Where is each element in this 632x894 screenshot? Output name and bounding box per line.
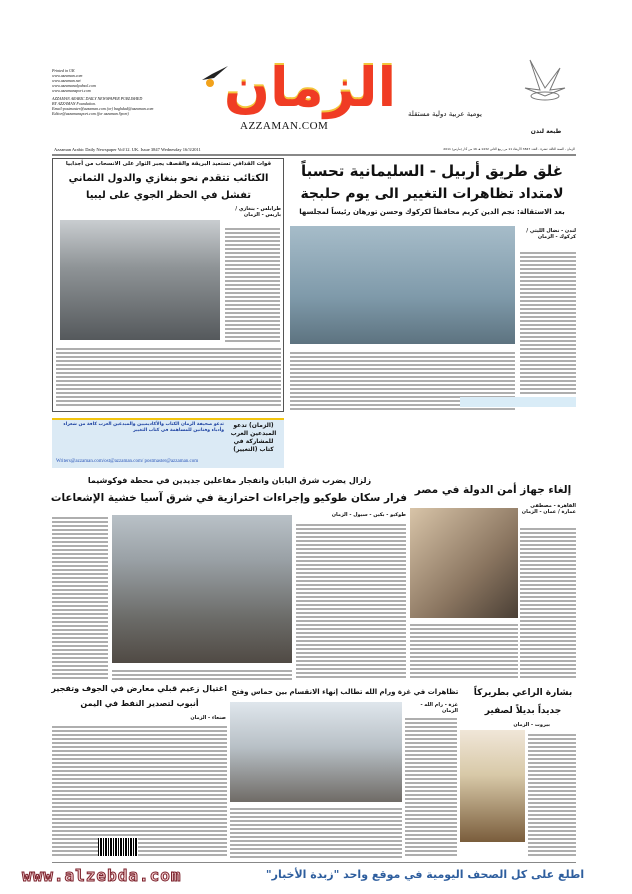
libya-headline-1: الكتائب تتقدم نحو بنغازي والدول الثماني (68, 173, 269, 184)
japan-kicker: زلزال يضرب شرق اليابان وانفجار مفاعلين جديدين في محطة فوكوشيما (87, 476, 372, 485)
iraq-headline-1: غلق طريق أربيل - السليمانية تحسباً (300, 162, 564, 180)
edition-label: طبعة لندن (530, 128, 562, 135)
libya-kicker: قوات القذافي تستعيد البريقة والقصف يجبر الثوار على الانسحاب من أجدابيا (65, 161, 272, 167)
info-line: www.azzamanalyabsol.com (52, 83, 96, 88)
info-line: BY AZZAMAN Foundation. (52, 101, 97, 106)
article-text (52, 515, 108, 680)
divider (52, 154, 576, 156)
dateline-arabic: الزمان - السنة الثالثة عشرة - العدد 3847 الأربعاء 11 من ربيع الثاني 1432 هـ 16 من آذار (مارس) 2011 (443, 147, 575, 151)
article-text (520, 250, 576, 395)
logo-english: AZZAMAN.COM (240, 120, 329, 132)
logo-arabic: الزمان (223, 56, 397, 119)
yemen-headline-2: أنبوب لتصدير النفط في اليمن (80, 699, 199, 708)
libya-photo (60, 220, 220, 340)
footer-url[interactable]: www.alzebda.com (22, 866, 182, 885)
publisher-info (52, 68, 182, 116)
eagle-emblem-icon (520, 58, 570, 108)
article-text (520, 526, 576, 680)
article-text (52, 724, 227, 858)
promo-body: تدعو صحيفة الزمان الكتاب والأكاديميين والمبدعين العرب كافة من شعراء وأدباء وفنانين للمساهمة في كتاب التغيير (63, 422, 224, 433)
iraq-headline-2: لامتداد تظاهرات التغيير الى يوم حلبجة (300, 186, 564, 202)
egypt-byline: القاهرة - مصطفى عمارة / عمان - الزمان (521, 503, 576, 515)
egypt-photo (410, 508, 518, 618)
tsunami-photo (112, 515, 292, 663)
divider (52, 862, 576, 863)
libya-headline-2: تفشل في الحظر الجوي على ليبيا (85, 190, 252, 201)
lebanon-headline-2: جديداً بديلاً لصفير (484, 706, 562, 716)
iraq-subhead: بعد الاستقالة: نجم الدين كريم محافظاً لكركوك وحسن تورهان رئيساً لمجلسها (299, 208, 565, 216)
article-text (56, 346, 281, 408)
info-line: www.azzamansport.com (52, 88, 91, 93)
dateline-english: Azzaman Arabic Daily Newspaper Vol/12. UK. Issue 3847 Wednesday 16/3/2011 (54, 147, 201, 152)
barcode (98, 838, 138, 856)
japan-byline: طوكيو - بكين - سيول - الزمان (296, 512, 406, 518)
footer-slogan: اطلع على كل الصحف اليومية في موقع واحد "زبدة الأخبار" (265, 868, 585, 881)
article-text (296, 522, 406, 680)
info-line: www.azzaman.net (52, 78, 81, 83)
lebanon-headline-1: بشارة الراعي بطريركاً (473, 688, 573, 698)
iraq-byline: لندن - نضال الليثي / كركوك - الزمان (520, 228, 576, 240)
article-text (405, 716, 457, 858)
tagline: يومية عربية دولية مستقلة (408, 110, 482, 118)
gaza-byline: غزة - رام الله - الزمان (405, 702, 458, 714)
article-text (528, 732, 576, 857)
gaza-headline: تظاهرات في غزة ورام الله تطالب إنهاء الانقسام بين حماس وفتح (231, 688, 459, 696)
info-line: Editor@azzamansport.com (for azzaman Sport) (52, 111, 129, 116)
info-line: Email:postmaster@azzaman.com (or) baghdad@azzaman.com (52, 106, 154, 111)
patriarch-photo (460, 730, 525, 842)
japan-headline: فرار سكان طوكيو وإجراءات احترازية في شرق آسيا خشية الإشعاعات (50, 492, 407, 504)
article-text (225, 226, 280, 342)
egypt-headline: إلغاء جهاز أمن الدولة في مصر (414, 484, 572, 496)
article-text (230, 806, 402, 858)
article-text (112, 668, 292, 680)
info-line: Printed in UK (52, 68, 75, 73)
info-line: www.azzaman.com (52, 73, 83, 78)
gaza-photo (230, 702, 402, 802)
boat-photo (290, 226, 515, 344)
related-link[interactable] (460, 397, 576, 407)
yemen-byline: صنعاء - الزمان (180, 715, 226, 721)
lebanon-byline: بيروت - الزمان (490, 722, 550, 728)
article-text (410, 622, 518, 680)
info-line: AZZAMAN ARABIC DAILY NEWSPAPER PUBLISHED (52, 96, 143, 101)
yemen-headline-1: اغتيال زعيم قبلي معارض في الجوف وتفجير (51, 684, 227, 693)
promo-title: (الزمان) تدعو المبدعين العرب للمشاركة في كتاب (التغيير) (230, 422, 277, 453)
promo-emails[interactable]: Writers@azzaman.com/ost@azzaman.com/ postmaster@azzaman.com (56, 459, 199, 464)
libya-byline: طرابلس - بنغازي / باريس - الزمان (225, 206, 281, 218)
